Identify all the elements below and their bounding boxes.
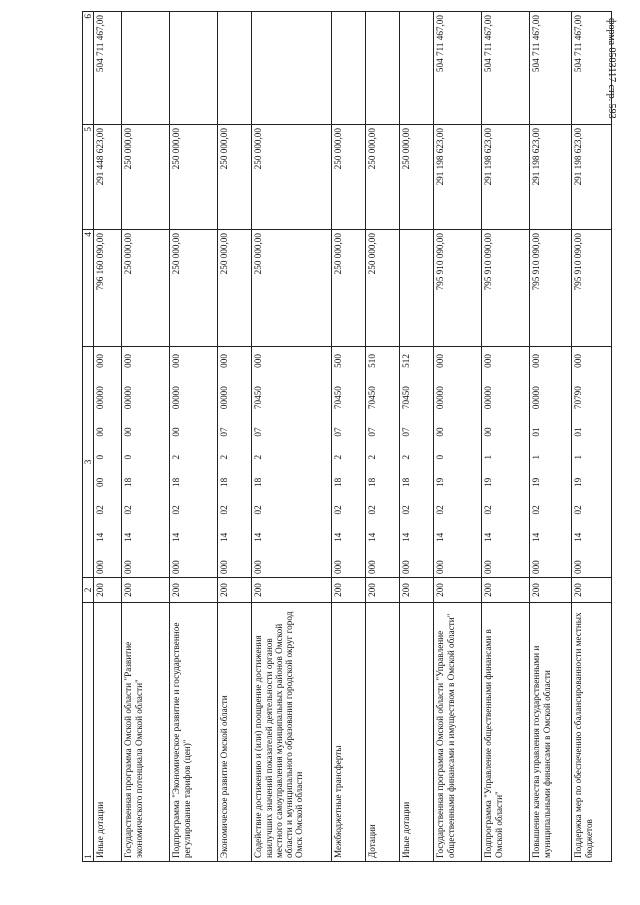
column-number-row <box>83 12 94 862</box>
budget-code <box>367 350 377 574</box>
row-name-cell: Иные дотации <box>94 603 122 862</box>
value-col4-cell: 796 160 090,00 <box>94 230 122 347</box>
budget-code-part: 000 <box>483 354 494 368</box>
table-row <box>400 12 434 862</box>
table-row <box>170 12 218 862</box>
value-col6-cell: 504 711 467,00 <box>434 12 482 125</box>
value-col6-cell: 504 711 467,00 <box>94 12 122 125</box>
value-col5-cell: 250 000,00 <box>400 125 434 230</box>
budget-code <box>483 350 493 574</box>
budget-code-part: 14 <box>531 532 542 542</box>
budget-code-part: 19 <box>435 477 446 487</box>
budget-code <box>253 350 263 574</box>
value-col4-cell: 795 910 090,00 <box>482 230 530 347</box>
budget-code-part: 000 <box>531 354 542 368</box>
budget-code-part: 70450 <box>367 386 378 410</box>
table-row <box>332 12 366 862</box>
value-col5-cell: 250 000,00 <box>122 125 170 230</box>
value-col6-cell <box>332 12 366 125</box>
budget-code-part: 18 <box>253 477 264 487</box>
budget-code-part: 14 <box>435 532 446 542</box>
budget-code-part: 00 <box>123 427 134 437</box>
budget-code-part: 000 <box>123 354 134 368</box>
value-col5-cell: 291 198 623,00 <box>530 125 572 230</box>
line-code-cell: 200 <box>170 578 218 603</box>
line-code-cell: 200 <box>94 578 122 603</box>
value-col6-cell <box>218 12 252 125</box>
budget-code-cell <box>332 347 366 578</box>
budget-code-part: 02 <box>333 505 344 515</box>
budget-code-cell <box>530 347 572 578</box>
budget-code-part: 14 <box>253 532 264 542</box>
table-row <box>218 12 252 862</box>
value-col4-cell: 250 000,00 <box>332 230 366 347</box>
budget-code-part: 18 <box>401 477 412 487</box>
budget-code-part: 70450 <box>333 386 344 410</box>
budget-code-part: 000 <box>367 560 378 574</box>
budget-code-part: 01 <box>531 427 542 437</box>
budget-code-part: 000 <box>95 354 106 368</box>
budget-code-part: 70450 <box>401 386 412 410</box>
budget-code-part: 2 <box>219 454 230 460</box>
budget-code-part: 00000 <box>483 386 494 410</box>
budget-code-part: 000 <box>171 560 182 574</box>
value-col5-cell: 291 198 623,00 <box>482 125 530 230</box>
budget-code-part: 000 <box>253 354 264 368</box>
row-name-cell: Повышение качества управления государственными и муниципальными финансами в Омской области <box>530 603 572 862</box>
budget-code-part: 0 <box>435 454 446 460</box>
value-col6-cell: 504 711 467,00 <box>530 12 572 125</box>
budget-code-part: 1 <box>483 454 494 460</box>
line-code-cell: 200 <box>332 578 366 603</box>
table-row <box>434 12 482 862</box>
budget-code-part: 00000 <box>219 386 230 410</box>
row-name-cell: Дотации <box>366 603 400 862</box>
budget-code-part: 02 <box>483 505 494 515</box>
budget-code-part: 00 <box>435 427 446 437</box>
budget-code-part: 14 <box>171 532 182 542</box>
budget-code-part: 500 <box>333 354 344 368</box>
value-col5-cell: 250 000,00 <box>366 125 400 230</box>
budget-code-part: 18 <box>123 477 134 487</box>
budget-code-part: 0 <box>95 454 106 460</box>
value-col4-cell: 250 000,00 <box>252 230 332 347</box>
budget-code-part: 000 <box>219 354 230 368</box>
budget-code-cell <box>94 347 122 578</box>
budget-code-part: 02 <box>123 505 134 515</box>
budget-code-part: 02 <box>253 505 264 515</box>
value-col4-cell <box>400 230 434 347</box>
line-code-cell: 200 <box>252 578 332 603</box>
budget-code-part: 00000 <box>95 386 106 410</box>
budget-code-part: 510 <box>367 354 378 368</box>
value-col4-cell: 795 910 090,00 <box>530 230 572 347</box>
table-row <box>530 12 572 862</box>
budget-code-part: 19 <box>483 477 494 487</box>
column-header-3: 3 <box>83 347 94 578</box>
budget-code-cell <box>400 347 434 578</box>
budget-code-part: 70790 <box>573 386 584 410</box>
budget-code-part: 512 <box>401 354 412 368</box>
row-name-cell: Экономическое развитие Омской области <box>218 603 252 862</box>
budget-code-cell <box>252 347 332 578</box>
budget-code-part: 000 <box>531 560 542 574</box>
column-header-2: 2 <box>83 578 94 603</box>
budget-code-part: 14 <box>483 532 494 542</box>
budget-code-cell <box>170 347 218 578</box>
budget-code-part: 18 <box>367 477 378 487</box>
budget-code-cell <box>482 347 530 578</box>
budget-code-part: 18 <box>171 477 182 487</box>
budget-code-part: 000 <box>483 560 494 574</box>
budget-code-part: 00000 <box>123 386 134 410</box>
budget-code-part: 14 <box>573 532 584 542</box>
line-code-cell: 200 <box>530 578 572 603</box>
budget-code-cell <box>366 347 400 578</box>
budget-code-part: 0 <box>123 454 134 460</box>
value-col5-cell: 250 000,00 <box>332 125 366 230</box>
table-row <box>122 12 170 862</box>
table-row <box>482 12 530 862</box>
budget-code-part: 1 <box>573 454 584 460</box>
column-header-1: 1 <box>83 603 94 862</box>
column-header-6: 6 <box>83 12 94 125</box>
budget-code-part: 000 <box>219 560 230 574</box>
budget-code-part: 02 <box>573 505 584 515</box>
value-col4-cell: 250 000,00 <box>218 230 252 347</box>
table-row <box>572 12 612 862</box>
row-name-cell: Государственная программа Омской области "Развитие экономического потенциала Омской области" <box>122 603 170 862</box>
value-col5-cell: 291 198 623,00 <box>434 125 482 230</box>
budget-code-cell <box>122 347 170 578</box>
budget-code-cell <box>572 347 612 578</box>
budget-code-part: 19 <box>531 477 542 487</box>
budget-code-part: 14 <box>367 532 378 542</box>
budget-code-part: 00000 <box>171 386 182 410</box>
table-row <box>252 12 332 862</box>
budget-code-part: 00 <box>483 427 494 437</box>
budget-code <box>171 350 181 574</box>
budget-code-part: 000 <box>573 354 584 368</box>
value-col4-cell: 250 000,00 <box>366 230 400 347</box>
value-col5-cell: 250 000,00 <box>252 125 332 230</box>
budget-code-part: 14 <box>219 532 230 542</box>
budget-code-part: 00 <box>171 427 182 437</box>
budget-code-cell <box>218 347 252 578</box>
budget-code-part: 2 <box>333 454 344 460</box>
budget-code-part: 000 <box>435 354 446 368</box>
budget-code-part: 07 <box>367 427 378 437</box>
rotated-table-container <box>82 14 604 862</box>
budget-code-part: 02 <box>367 505 378 515</box>
budget-code <box>531 350 541 574</box>
budget-code-part: 000 <box>95 560 106 574</box>
budget-code-part: 02 <box>435 505 446 515</box>
value-col6-cell <box>252 12 332 125</box>
row-name-cell: Иные дотации <box>400 603 434 862</box>
budget-code <box>435 350 445 574</box>
budget-code-part: 02 <box>401 505 412 515</box>
table-body <box>94 12 612 862</box>
budget-table <box>82 11 612 862</box>
budget-code-part: 18 <box>333 477 344 487</box>
value-col4-cell: 250 000,00 <box>170 230 218 347</box>
line-code-cell: 200 <box>400 578 434 603</box>
value-col6-cell <box>122 12 170 125</box>
budget-code-part: 02 <box>95 505 106 515</box>
column-header-4: 4 <box>83 230 94 347</box>
value-col5-cell: 291 448 623,00 <box>94 125 122 230</box>
line-code-cell: 200 <box>366 578 400 603</box>
budget-code-part: 00 <box>95 477 106 487</box>
budget-code <box>123 350 133 574</box>
budget-code-part: 14 <box>123 532 134 542</box>
page-header: форма 0503117 стр. 593 <box>606 18 617 119</box>
budget-code-part: 000 <box>573 560 584 574</box>
budget-code-part: 07 <box>219 427 230 437</box>
budget-code-part: 1 <box>531 454 542 460</box>
row-name-cell: Межбюджетные трансферты <box>332 603 366 862</box>
row-name-cell: Подпрограмма "Экономическое развитие и государственное регулирование тарифов (цен)" <box>170 603 218 862</box>
value-col5-cell: 250 000,00 <box>170 125 218 230</box>
budget-code-part: 000 <box>171 354 182 368</box>
budget-code-part: 02 <box>219 505 230 515</box>
line-code-cell: 200 <box>122 578 170 603</box>
budget-code-part: 14 <box>401 532 412 542</box>
budget-code-part: 18 <box>219 477 230 487</box>
budget-code-part: 14 <box>333 532 344 542</box>
value-col4-cell: 795 910 090,00 <box>434 230 482 347</box>
budget-code-part: 00 <box>95 427 106 437</box>
budget-code <box>573 350 583 574</box>
budget-code-part: 2 <box>171 454 182 460</box>
budget-code <box>219 350 229 574</box>
budget-code-part: 2 <box>401 454 412 460</box>
budget-code-part: 07 <box>401 427 412 437</box>
budget-code-part: 01 <box>573 427 584 437</box>
budget-code-part: 00000 <box>435 386 446 410</box>
budget-code-part: 70450 <box>253 386 264 410</box>
value-col6-cell <box>366 12 400 125</box>
budget-code-part: 000 <box>401 560 412 574</box>
value-col5-cell: 250 000,00 <box>218 125 252 230</box>
budget-code <box>401 350 411 574</box>
budget-code-part: 19 <box>573 477 584 487</box>
value-col6-cell: 504 711 467,00 <box>482 12 530 125</box>
value-col6-cell: 504 711 467,00 <box>572 12 612 125</box>
budget-code-part: 02 <box>531 505 542 515</box>
budget-code <box>333 350 343 574</box>
budget-code-cell <box>434 347 482 578</box>
budget-code-part: 00000 <box>531 386 542 410</box>
row-name-cell: Государственная программа Омской области "Управление общественными финансами и имуществом в Омской области" <box>434 603 482 862</box>
table-row <box>366 12 400 862</box>
budget-code-part: 14 <box>95 532 106 542</box>
column-header-5: 5 <box>83 125 94 230</box>
budget-code <box>95 350 105 574</box>
row-name-cell: Подпрограмма "Управление общественными финансами в Омской области" <box>482 603 530 862</box>
budget-code-part: 000 <box>123 560 134 574</box>
line-code-cell: 200 <box>572 578 612 603</box>
row-name-cell: Поддержка мер по обеспечению сбалансированности местных бюджетов <box>572 603 612 862</box>
value-col5-cell: 291 198 623,00 <box>572 125 612 230</box>
value-col6-cell <box>400 12 434 125</box>
budget-code-part: 2 <box>253 454 264 460</box>
budget-code-part: 000 <box>435 560 446 574</box>
budget-code-part: 02 <box>171 505 182 515</box>
line-code-cell: 200 <box>482 578 530 603</box>
value-col4-cell: 795 910 090,00 <box>572 230 612 347</box>
line-code-cell: 200 <box>434 578 482 603</box>
table-row <box>94 12 122 862</box>
budget-code-part: 000 <box>333 560 344 574</box>
budget-code-part: 2 <box>367 454 378 460</box>
budget-code-part: 000 <box>253 560 264 574</box>
value-col4-cell: 250 000,00 <box>122 230 170 347</box>
line-code-cell: 200 <box>218 578 252 603</box>
budget-code-part: 07 <box>333 427 344 437</box>
value-col6-cell <box>170 12 218 125</box>
row-name-cell: Содействие достижению и (или) поощрение достижения наилучших значений показателей деятельности органов местного самоуправления муниципальных районов Омской области и муниципального образования городской округ город Омск Омской области <box>252 603 332 862</box>
budget-code-part: 07 <box>253 427 264 437</box>
